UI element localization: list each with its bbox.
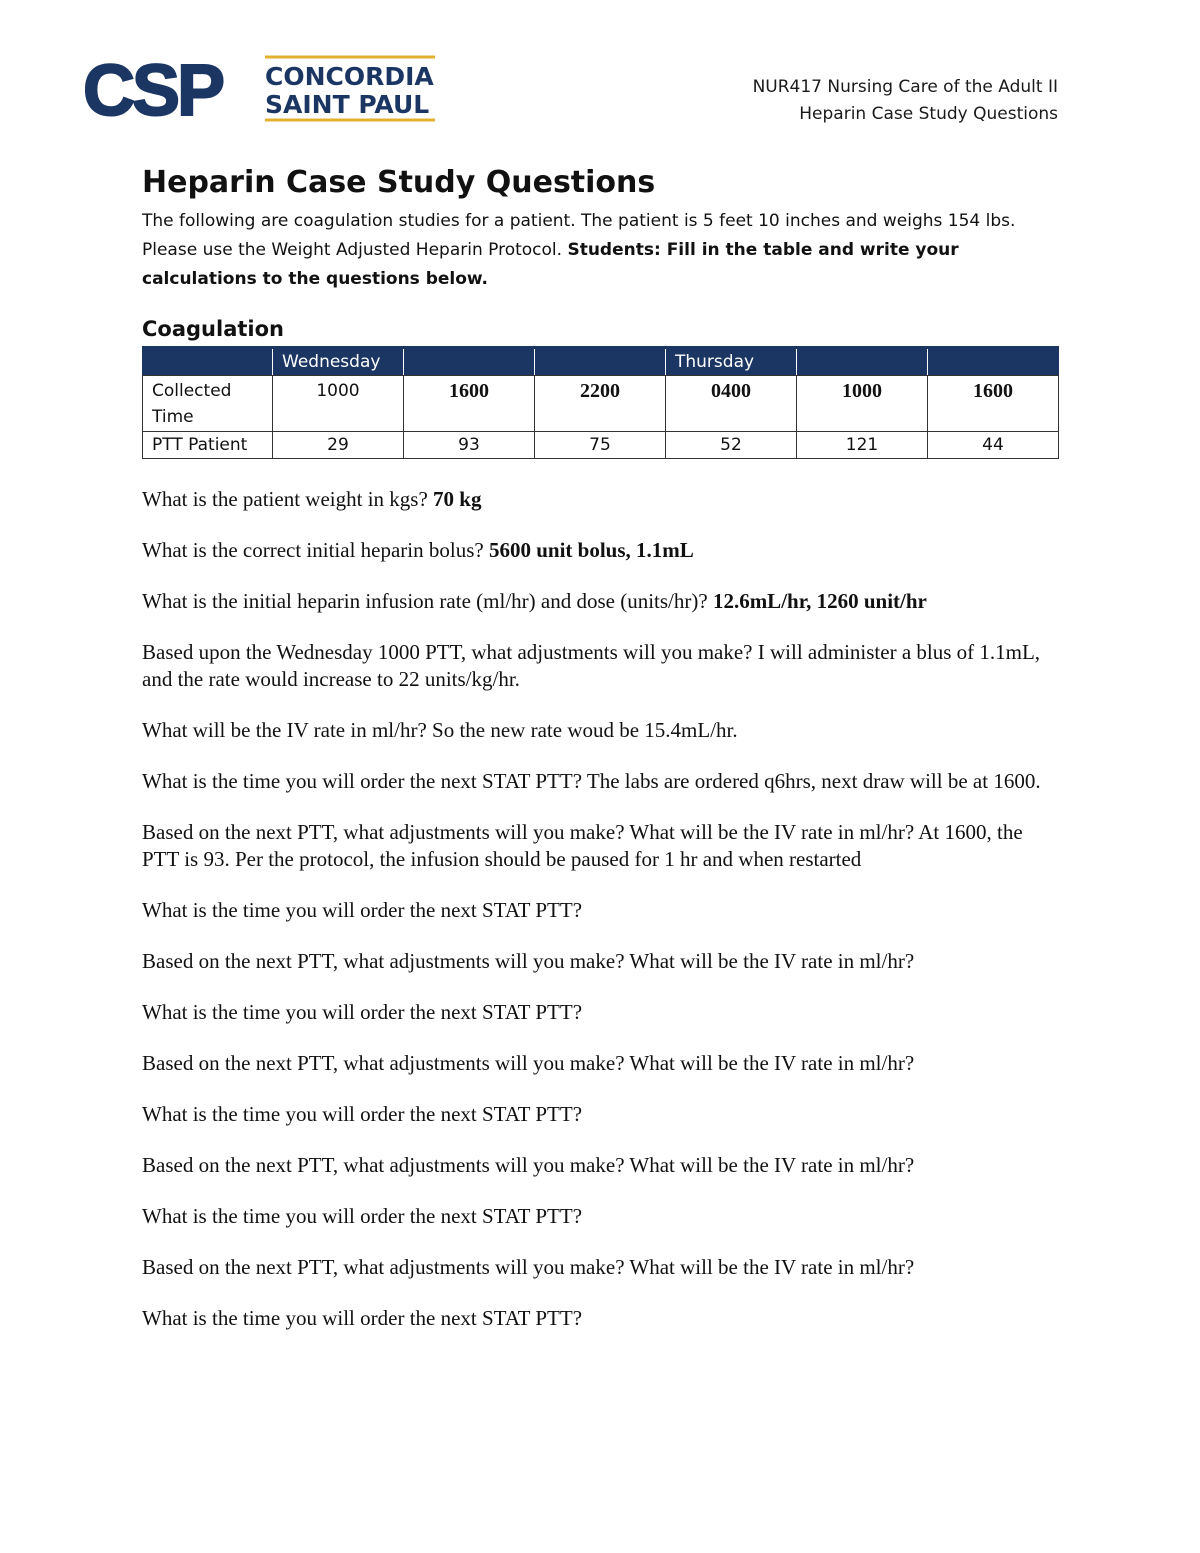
ptt-cell: 52 (666, 432, 797, 459)
header-cell (797, 348, 928, 376)
answer-text: The labs are ordered q6hrs, next draw will be at 1600. (586, 769, 1041, 793)
question-item (142, 1101, 1060, 1128)
question-item (142, 486, 1060, 513)
time-cell: 1000 (273, 376, 404, 432)
question-item (142, 999, 1060, 1026)
question-text: What is the time you will order the next STAT PTT? (142, 898, 583, 922)
question-text: What is the patient weight in kgs? (142, 487, 428, 511)
question-item (142, 1050, 1060, 1077)
question-text: What is the time you will order the next STAT PTT? (142, 1000, 583, 1024)
question-text: Based on the next PTT, what adjustments will you make? What will be the IV rate in ml/hr? (142, 820, 915, 844)
question-item (142, 948, 1060, 975)
time-cell: 1600 (928, 376, 1059, 432)
question-item (142, 1203, 1060, 1230)
question-item (142, 1305, 1060, 1332)
question-item (142, 897, 1060, 924)
question-item (142, 1254, 1060, 1281)
time-cell: 0400 (666, 376, 797, 432)
question-text: Based on the next PTT, what adjustments will you make? What will be the IV rate in ml/hr? (142, 1153, 915, 1177)
table-header-row (143, 348, 1059, 376)
question-item (142, 639, 1060, 693)
question-item (142, 717, 1060, 744)
page-title: Heparin Case Study Questions (142, 165, 656, 200)
question-text: What is the initial heparin infusion rate (ml/hr) and dose (units/hr)? (142, 589, 708, 613)
course-name: NUR417 Nursing Care of the Adult II (752, 77, 1058, 97)
concordia-logo (83, 55, 443, 123)
question-text: What is the time you will order the next STAT PTT? (142, 1306, 583, 1330)
row-label-ptt-patient: PTT Patient (143, 432, 273, 459)
answer-text: 70 kg (433, 487, 482, 511)
header-cell (535, 348, 666, 376)
question-text: Based upon the Wednesday 1000 PTT, what adjustments will you make? (142, 640, 753, 664)
question-item (142, 819, 1060, 873)
row-label-collected-time: Collected Time (143, 376, 273, 432)
header-doc-title: Heparin Case Study Questions (799, 104, 1058, 124)
logo-mark: CSP (83, 55, 223, 123)
time-cell: 1000 (797, 376, 928, 432)
answer-text: I will administer a blus of 1.1mL, and the rate would increase to 22 units/kg/hr. (142, 640, 1041, 691)
table-row (143, 432, 1059, 459)
running-header (753, 74, 1058, 128)
time-cell: 1600 (404, 376, 535, 432)
answer-text: So the new rate woud be 15.4mL/hr. (432, 718, 738, 742)
question-text: Based on the next PTT, what adjustments will you make? What will be the IV rate in ml/hr? (142, 949, 915, 973)
question-text: What will be the IV rate in ml/hr? (142, 718, 427, 742)
question-item (142, 588, 1060, 615)
question-list (142, 486, 1060, 1332)
ptt-cell: 44 (928, 432, 1059, 459)
logo-name-line1: CONCORDIA (265, 62, 434, 91)
question-text: What is the time you will order the next STAT PTT? (142, 1204, 583, 1228)
question-item (142, 768, 1060, 795)
intro-paragraph (142, 207, 1060, 294)
ptt-cell: 75 (535, 432, 666, 459)
header-cell-wednesday: Wednesday (273, 348, 404, 376)
ptt-cell: 29 (273, 432, 404, 459)
time-cell: 2200 (535, 376, 666, 432)
section-heading: Coagulation (142, 317, 284, 341)
table-row (143, 376, 1059, 432)
header-cell-thursday: Thursday (666, 348, 797, 376)
question-text: Based on the next PTT, what adjustments will you make? What will be the IV rate in ml/hr? (142, 1255, 915, 1279)
answer-text: At 1600, the PTT is 93. Per the protocol, the infusion should be paused for 1 hr and when restarted (142, 820, 1023, 871)
question-text: What is the time you will order the next STAT PTT? (142, 769, 583, 793)
answer-text: 5600 unit bolus, 1.1mL (488, 538, 694, 562)
answer-text: 12.6mL/hr, 1260 unit/hr (712, 589, 927, 613)
ptt-cell: 93 (404, 432, 535, 459)
question-text: What is the correct initial heparin bolus? (142, 538, 484, 562)
document-body (142, 163, 1060, 1356)
question-item (142, 1152, 1060, 1179)
logo-name-line2: SAINT PAUL (265, 90, 430, 119)
ptt-cell: 121 (797, 432, 928, 459)
coagulation-table (142, 346, 1059, 459)
question-text: What is the time you will order the next STAT PTT? (142, 1102, 583, 1126)
intro-text: The following are coagulation studies for a patient. The patient is 5 feet 10 inches and weighs 154 lbs. Please use the Weight Adjusted Heparin Protocol. (142, 211, 1016, 260)
header-cell (928, 348, 1059, 376)
intro-instruction: Students: Fill in the table and write your calculations to the questions below. (142, 240, 959, 289)
header-cell (143, 348, 273, 376)
question-text: Based on the next PTT, what adjustments will you make? What will be the IV rate in ml/hr? (142, 1051, 915, 1075)
header-cell (404, 348, 535, 376)
question-item (142, 537, 1060, 564)
